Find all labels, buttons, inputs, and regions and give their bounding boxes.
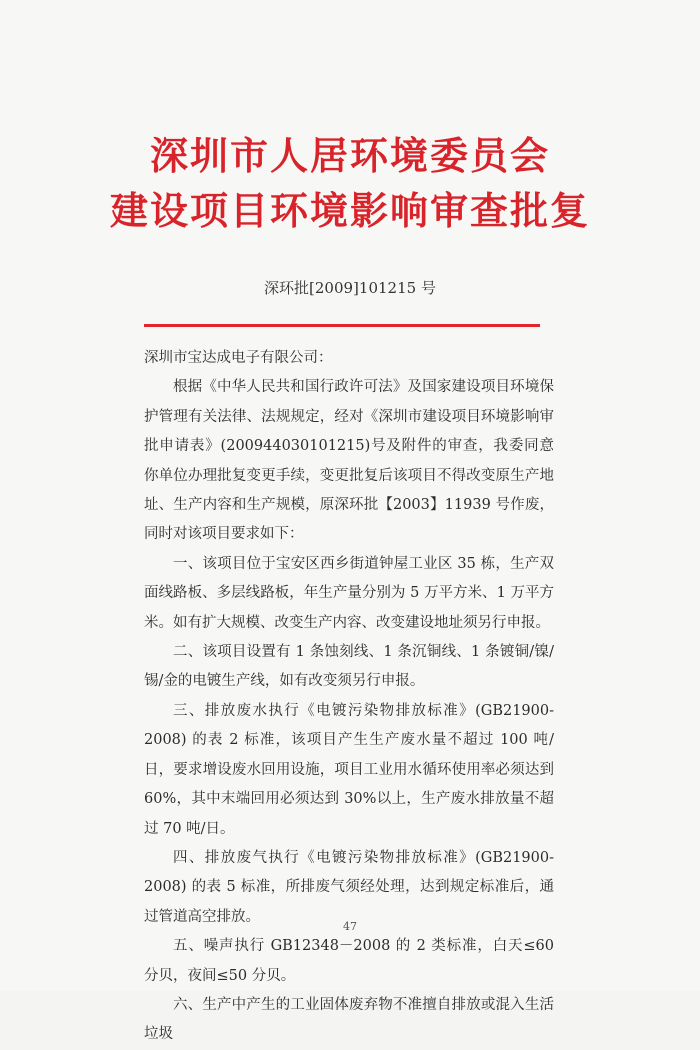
document-number: 深环批[2009]101215 号 bbox=[264, 279, 436, 297]
red-divider bbox=[144, 324, 540, 327]
paragraph-intro: 根据《中华人民共和国行政许可法》及国家建设项目环境保护管理有关法律、法规规定，经对《深圳市建设项目环境影响审批申请表》(200944030101215)号及附件的审查，我委同意你单位办理批复变更手续，变更批复后该项目不得改变原生产地址、生产内容和生产规模，原深环批【2003】11939 号作废，同时对该项目要求如下： bbox=[144, 379, 554, 543]
page-number: 47 bbox=[343, 920, 357, 933]
salutation: 深圳市宝达成电子有限公司： bbox=[144, 350, 333, 366]
document-title: 建设项目环境影响审查批复 bbox=[109, 188, 590, 233]
document-body bbox=[144, 344, 554, 1050]
issuer-title: 深圳市人居环境委员会 bbox=[149, 133, 550, 178]
paragraph-item-1: 一、该项目位于宝安区西乡街道钟屋工业区 35 栋，生产双面线路板、多层线路板，年生产量分别为 5 万平方米、1 万平方米。如有扩大规模、改变生产内容、改变建设地址须另行申报。 bbox=[144, 555, 554, 631]
paragraph-item-6: 六、生产中产生的工业固体废弃物不准擅自排放或混入生活垃圾 bbox=[144, 996, 554, 1043]
paragraph-item-4: 四、排放废气执行《电镀污染物排放标准》(GB21900-2008) 的表 5 标准，所排废气须经处理，达到规定标准后，通过管道高空排放。 bbox=[144, 849, 554, 925]
paragraph-item-2: 二、该项目设置有 1 条蚀刻线、1 条沉铜线、1 条镀铜/镍/锡/金的电镀生产线，如有改变须另行申报。 bbox=[144, 644, 554, 690]
paragraph-item-5: 五、噪声执行 GB12348－2008 的 2 类标准，白天≤60 分贝，夜间≤50 分贝。 bbox=[144, 938, 554, 984]
paragraph-item-3: 三、排放废水执行《电镀污染物排放标准》(GB21900-2008) 的表 2 标准，该项目产生生产废水量不超过 100 吨/日，要求增设废水回用设施，项目工业用水循环使用率必须达到 60%，其中末端回用必须达到 30%以上，生产废水排放量不超过 70 吨/日。 bbox=[144, 702, 554, 837]
